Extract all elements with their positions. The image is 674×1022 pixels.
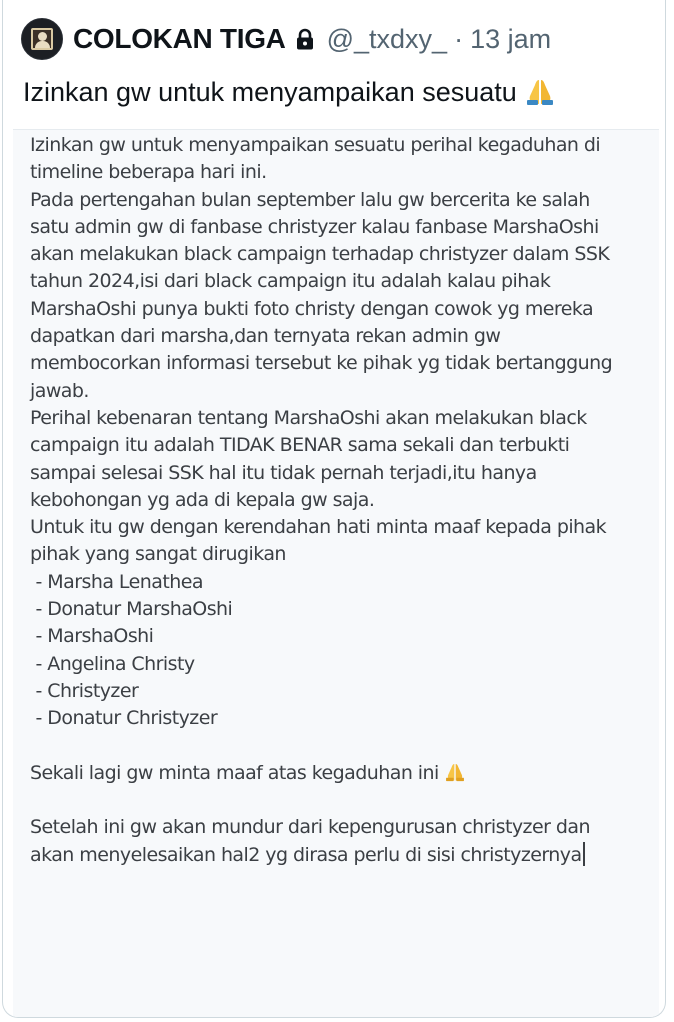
user-handle[interactable]: @_txdxy_ xyxy=(326,23,448,54)
list-item: - Donatur Christyzer xyxy=(30,707,218,730)
tweet-header xyxy=(21,18,551,60)
note-line: Perihal kebenaran tentang MarshaOshi akan melakukan black xyxy=(30,406,587,429)
text-caret xyxy=(583,842,585,866)
avatar[interactable] xyxy=(21,18,63,60)
note-line: sampai selesai SSK hal itu tidak pernah terjadi,itu hanya xyxy=(30,461,537,484)
note-line: Sekali lagi gw minta maaf atas kegaduhan ini xyxy=(30,761,439,784)
avatar-figure-body xyxy=(35,41,50,48)
note-line: akan menyelesaikan hal2 yg dirasa perlu di sisi christyzernya xyxy=(30,843,582,866)
note-line: satu admin gw di fanbase christyzer kalau fanbase MarshaOshi xyxy=(30,215,599,238)
tweet-image[interactable] xyxy=(13,129,659,1018)
lock-icon xyxy=(295,28,315,50)
note-line: kebohongan yg ada di kepala gw saja. xyxy=(30,488,375,511)
note-line: Untuk itu gw dengan kerendahan hati minta maaf kepada pihak xyxy=(30,516,607,539)
tweet-text-content: Izinkan gw untuk menyampaikan sesuatu xyxy=(23,77,517,107)
note-line: Izinkan gw untuk menyampaikan sesuatu perihal kegaduhan di xyxy=(30,134,601,156)
list-item: - Marsha Lenathea xyxy=(30,570,203,593)
timestamp[interactable]: 13 jam xyxy=(470,23,552,54)
folded-hands-emoji-icon xyxy=(524,76,556,106)
list-item: - Angelina Christy xyxy=(30,652,195,675)
note-line: tahun 2024,isi dari black campaign itu adalah kalau pihak xyxy=(30,270,551,293)
note-line: membocorkan informasi tersebut ke pihak yg tidak bertanggung xyxy=(30,352,613,375)
note-line: dapatkan dari marsha,dan ternyata rekan admin gw xyxy=(30,325,501,348)
tweet-card[interactable] xyxy=(2,0,666,1018)
tweet-text xyxy=(23,74,556,110)
note-line: pihak yang sangat dirugikan xyxy=(30,543,286,566)
separator-dot: · xyxy=(454,23,464,54)
notes-text xyxy=(30,132,612,869)
list-item: - Christyzer xyxy=(30,679,139,702)
note-line: campaign itu adalah TIDAK BENAR sama sekali dan terbukti xyxy=(30,434,570,457)
note-line: jawab. xyxy=(30,379,89,402)
note-line: MarshaOshi punya bukti foto christy dengan cowok yg mereka xyxy=(30,297,594,320)
folded-hands-emoji-icon xyxy=(444,761,466,782)
list-item: - Donatur MarshaOshi xyxy=(30,598,233,621)
display-name[interactable]: COLOKAN TIGA xyxy=(73,23,286,54)
note-line: timeline beberapa hari ini. xyxy=(30,161,267,184)
note-line: Setelah ini gw akan mundur dari kepengurusan christyzer dan xyxy=(30,816,590,839)
list-item: - MarshaOshi xyxy=(30,625,154,648)
note-line: Pada pertengahan bulan september lalu gw bercerita ke salah xyxy=(30,188,590,211)
note-line: akan melakukan black campaign terhadap christyzer dalam SSK xyxy=(30,243,610,266)
avatar-figure-head xyxy=(38,32,47,41)
